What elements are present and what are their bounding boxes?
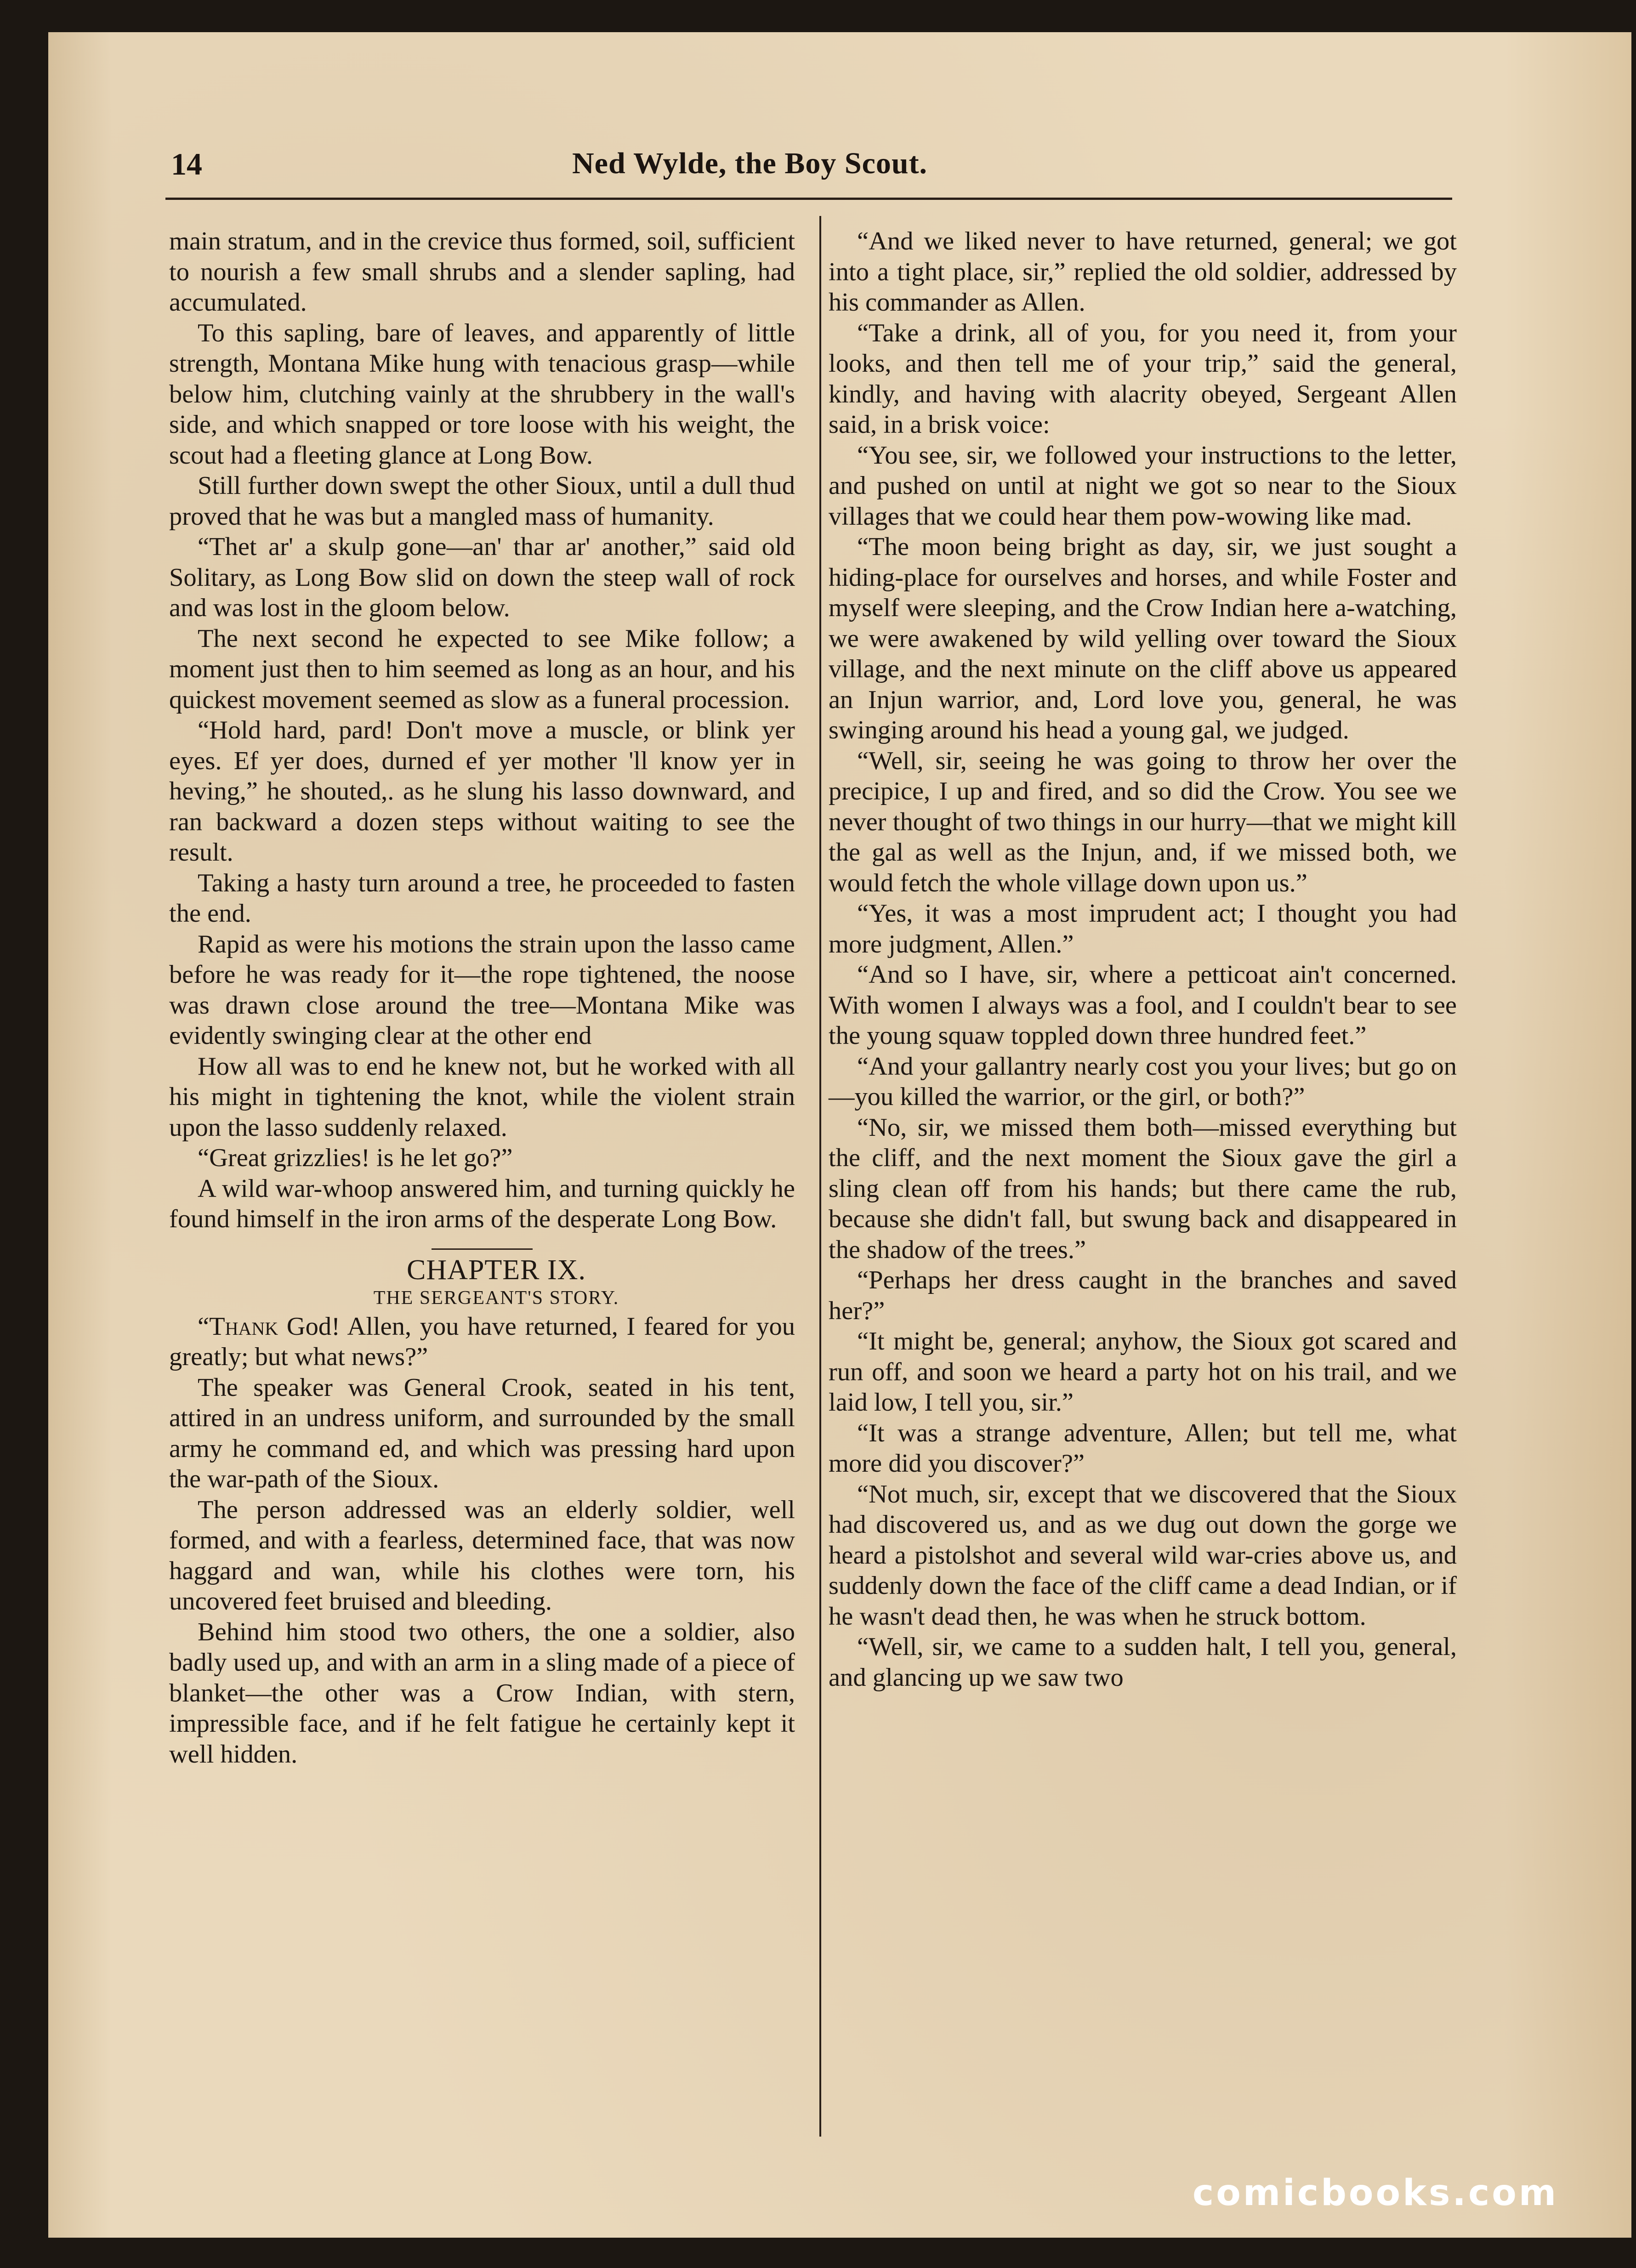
chapter-subtitle: THE SERGEANT'S STORY. bbox=[373, 1287, 619, 1309]
paragraph: “Yes, it was a most imprudent act; I thought you had more judgment, Allen.” bbox=[829, 899, 1457, 958]
opening-text: God! Allen, you have returned, I feared for you greatly; but what news?” bbox=[169, 1312, 795, 1371]
chapter-rule bbox=[432, 1248, 533, 1250]
paragraph: main stratum, and in the crevice thus formed, soil, sufficient to nourish a few small shrubs and a slender sapling, had accumulated. bbox=[169, 227, 795, 317]
paragraph: “It might be, general; anyhow, the Sioux got scared and run off, and soon we heard a party hot on his trail, and we laid low, I tell you, sir.” bbox=[829, 1327, 1457, 1417]
paragraph: The person addressed was an elderly soldier, well formed, and with a fearless, determined face, that was now haggard and wan, while his clothes were torn, his uncovered feet bruised and bleeding. bbox=[169, 1495, 795, 1616]
paragraph: “You see, sir, we followed your instructions to the letter, and pushed on until at night we got so near to the Sioux villages that we could hear them pow-wowing like mad. bbox=[829, 441, 1457, 531]
paragraph: “And your gallantry nearly cost you your lives; but go on—you killed the warrior, or the girl, or both?” bbox=[829, 1052, 1457, 1111]
paragraph: “Great grizzlies! is he let go?” bbox=[198, 1144, 513, 1172]
paragraph: “Hold hard, pard! Don't move a muscle, or blink yer eyes. Ef yer does, durned ef yer mother 'll know yer in heving,” he shouted,. as he slung his lasso downward, and ran backward a dozen steps without waiting to see the result. bbox=[169, 716, 795, 867]
site-watermark: comicbooks.com bbox=[1193, 2172, 1559, 2214]
chapter-heading: CHAPTER IX. bbox=[407, 1254, 586, 1286]
paragraph: Behind him stood two others, the one a soldier, also badly used up, and with an arm in a sling made of a piece of blanket—the other was a Crow Indian, with stern, impressible face, and if he felt fatigue he certainly kept it well hidden. bbox=[169, 1617, 795, 1769]
paragraph: The next second he expected to see Mike follow; a moment just then to him seemed as long as an hour, and his quickest movement seemed as slow as a funeral procession. bbox=[169, 624, 795, 714]
paragraph: “No, sir, we missed them both—missed everything but the cliff, and the next moment the Sioux gave the girl a sling clean off from his hands; but there came the rub, because she didn't fall, but swung back and disappeared in the shadow of the trees.” bbox=[829, 1113, 1457, 1264]
page-number: 14 bbox=[171, 147, 202, 181]
paragraph: “Take a drink, all of you, for you need it, from your looks, and then tell me of your trip,” said the general, kindly, and having with alacrity obeyed, Sergeant Allen said, in a brisk voice: bbox=[829, 318, 1457, 439]
running-title: Ned Wylde, the Boy Scout. bbox=[572, 147, 928, 180]
paragraph: Still further down swept the other Sioux, until a dull thud proved that he was but a mangled mass of humanity. bbox=[169, 471, 795, 531]
left-column bbox=[169, 226, 795, 1769]
paragraph: How all was to end he knew not, but he worked with all his might in tightening the knot, while the violent strain upon the lasso suddenly relaxed. bbox=[169, 1052, 795, 1142]
paragraph: Taking a hasty turn around a tree, he proceeded to fasten the end. bbox=[169, 868, 795, 928]
paragraph: A wild war-whoop answered him, and turning quickly he found himself in the iron arms of the desperate Long Bow. bbox=[169, 1174, 795, 1233]
paragraph: To this sapling, bare of leaves, and apparently of little strength, Montana Mike hung with tenacious grasp—while below him, clutching vainly at the shrubbery in the wall's side, and which snapped or tore loose with his weight, the scout had a fleeting glance at Long Bow. bbox=[169, 318, 795, 470]
paragraph: Rapid as were his motions the strain upon the lasso came before he was ready for it—the rope tightened, the noose was drawn close around the tree—Montana Mike was evidently swinging clear at the other end bbox=[169, 930, 795, 1050]
paragraph: The speaker was General Crook, seated in his tent, attired in an undress uniform, and surrounded by the small army he command ed, and which was pressing hard upon the war-path of the Sioux. bbox=[169, 1373, 795, 1493]
paragraph: “Well, sir, seeing he was going to throw her over the precipice, I up and fired, and so did the Crow. You see we never thought of two things in our hurry—that we might kill the gal as well as the Injun, and, if we missed both, we would fetch the whole village down upon us.” bbox=[829, 746, 1457, 897]
chapter-opening-paragraph bbox=[169, 1311, 795, 1372]
paragraph: “Well, sir, we came to a sudden halt, I tell you, general, and glancing up we saw two bbox=[829, 1633, 1457, 1692]
opening-word: “Thank bbox=[198, 1312, 278, 1341]
paragraph: “Not much, sir, except that we discovered that the Sioux had discovered us, and as we dug out down the gorge we heard a pistolshot and several wild war-cries above us, and suddenly down the face of the cliff came a dead Indian, or if he wasn't dead then, he was when he struck bottom. bbox=[829, 1480, 1457, 1631]
paragraph: “Perhaps her dress caught in the branches and saved her?” bbox=[829, 1266, 1457, 1325]
paragraph: “It was a strange adventure, Allen; but tell me, what more did you discover?” bbox=[829, 1418, 1457, 1478]
paragraph: “And we liked never to have returned, general; we got into a tight place, sir,” replied the old soldier, addressed by his commander as Allen. bbox=[829, 227, 1457, 317]
column-divider bbox=[819, 216, 821, 2137]
paragraph: “Thet ar' a skulp gone—an' thar ar' another,” said old Solitary, as Long Bow slid on down the steep wall of rock and was lost in the gloom below. bbox=[169, 533, 795, 622]
header-rule bbox=[165, 198, 1452, 200]
paragraph: “The moon being bright as day, sir, we just sought a hiding-place for ourselves and horses, and while Foster and myself were sleeping, and the Crow Indian here a-watching, we were awakened by wild yelling over toward the Sioux village, and the next minute on the cliff above us appeared an Injun warrior, and, Lord love you, general, he was swinging around his head a young gal, we judged. bbox=[829, 533, 1457, 744]
paragraph: “And so I have, sir, where a petticoat ain't concerned. With women I always was a fool, and I couldn't bear to see the young squaw toppled down three hundred feet.” bbox=[829, 960, 1457, 1050]
right-column bbox=[829, 226, 1457, 1693]
